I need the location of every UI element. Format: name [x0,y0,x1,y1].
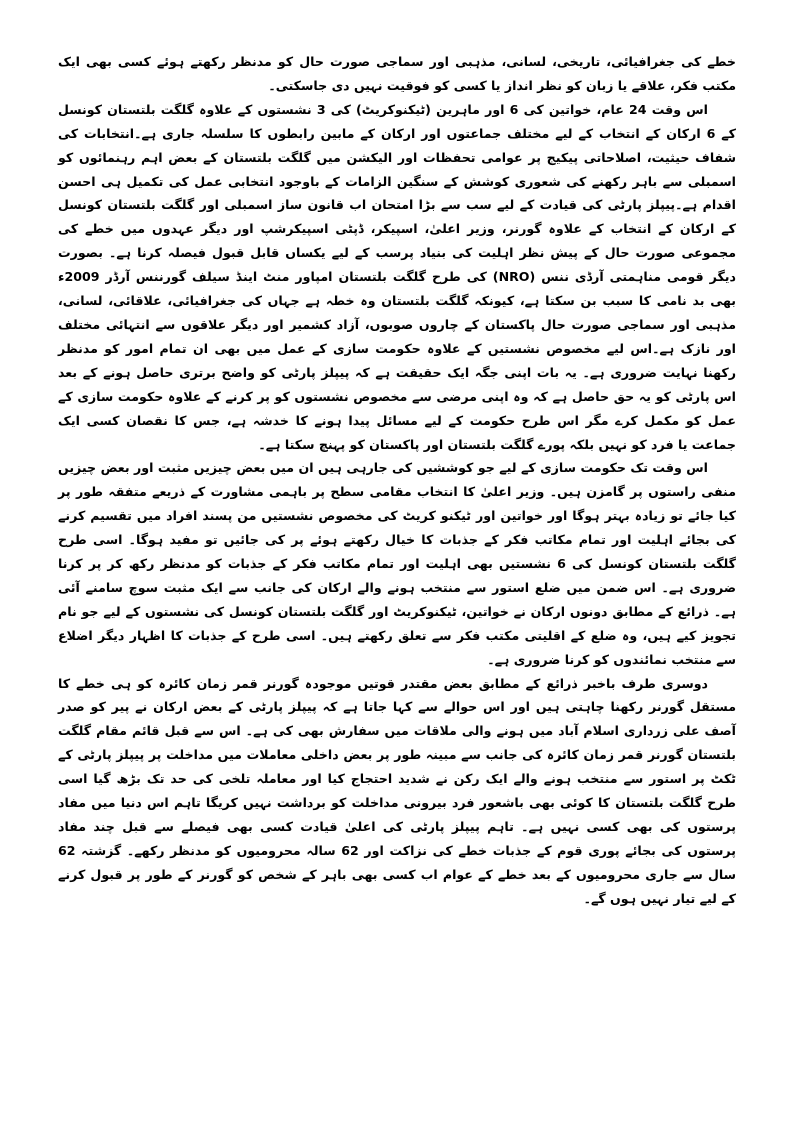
article-paragraph-opening: خطے کی جغرافیائی، تاریخی، لسانی، مذہبی اور سماجی صورت حال کو مدنظر رکھتے ہوئے کسی بھی ایک مکتب فکر، علاقے یا زبان کو نظر انداز یا کسی کو فوقیت نہیں دی جاسکتی۔ [58,54,736,93]
article-paragraph-governor: دوسری طرف باخبر ذرائع کے مطابق بعض مقتدر قوتیں موجودہ گورنر قمر زمان کائرہ کو ہی خطے کا مستقل گورنر رکھنا چاہتی ہیں اور اس حوالے سے کہا جاتا ہے کہ پیپلز پارٹی کے بعض ارکان نے پیر کو صدر آصف علی زرداری اسلام آباد میں ہونے والی ملاقات میں سفارش بھی کی ہے۔ اس سے قبل قائم مقام گلگت بلتستان گورنر قمر زمان کائرہ کی جانب سے مبینہ طور پر بعض داخلی معاملات میں مداخلت پر پیپلز پارٹی کے ٹکٹ پر استور سے منتخب ہونے والے ایک رکن نے شدید احتجاج کیا اور معاملہ تلخی کی حد تک بڑھ گیا اسی طرح گلگت بلتستان کا کوئی بھی باشعور فرد بیرونی مداخلت کو برداشت نہیں کریگا تاہم اس دنیا میں مفاد پرستوں کی بھی کسی نہیں ہے۔ تاہم پیپلز پارٹی کی اعلیٰ قیادت کسی بھی فیصلے سے قبل چند مفاد پرستوں کی بجائے پوری قوم کے جذبات خطے کی نزاکت اور 62 سالہ محرومیوں کو مدنظر رکھے۔ گزشتہ 62 سال سے جاری محرومیوں کے بعد خطے کے عوام اب کسی بھی باہر کے شخص کو گورنر کے طور پر قبول کرنے کے لیے تیار نہیں ہوں گے۔ [58,675,736,906]
article-paragraph-government-formation: اس وقت تک حکومت سازی کے لیے جو کوششیں کی جارہی ہیں ان میں بعض چیزیں مثبت اور بعض چیزیں منفی راستوں پر گامزن ہیں۔ وزیر اعلیٰ کا انتخاب مقامی سطح پر باہمی مشاورت کے ذریعے متفقہ طور پر کیا جائے تو زیادہ بہتر ہوگا اور خواتین اور ٹیکنو کریٹ کی مخصوص نشستیں من پسند افراد میں تقسیم کرنے کی بجائے اہلیت اور تمام مکاتب فکر کے جذبات کا خیال رکھتے ہوئے پر کی جائیں تو مفید ہوگا۔ اسی طرح گلگت بلتستان کونسل کی 6 نشستیں بھی اہلیت اور تمام مکاتب فکر کے جذبات کو مدنظر رکھ کر پر کرنا ضروری ہے۔ اس ضمن میں ضلع استور سے منتخب ہونے والے ارکان کی جانب سے ایک مثبت سوچ سامنے آئی ہے۔ ذرائع کے مطابق دونوں ارکان نے خواتین، ٹیکنوکریٹ اور گلگت بلتستان کونسل کی نشستوں کے لیے جو نام تجویز کیے ہیں، وہ ضلع کے اقلیتی مکتب فکر سے تعلق رکھتے ہیں۔ اسی طرح کے جذبات کا اظہار دیگر اضلاع سے منتخب نمائندوں کو کرنا ضروری ہے۔ [58,460,736,667]
urdu-article-page [58,50,736,911]
article-paragraph-elections: اس وقت 24 عام، خواتین کی 6 اور ماہرین (ٹیکنوکریٹ) کی 3 نشستوں کے علاوہ گلگت بلتستان کونسل کے 6 ارکان کے انتخاب کے لیے مختلف جماعتوں اور ارکان کے مابین رابطوں کا سلسلہ جاری ہے۔انتخابات کی شفاف حیثیت، اصلاحاتی پیکیج پر عوامی تحفظات اور الیکشن میں گلگت بلتستان کے بعض اہم رہنمائوں کو اسمبلی سے باہر رکھنے کی شعوری کوشش کے سنگین الزامات کے باوجود انتخابی عمل کی تکمیل ہی احسن اقدام ہے۔پیپلز پارٹی کی قیادت کے لیے سب سے بڑا امتحان اب قانون ساز اسمبلی اور گلگت بلتستان کونسل کے ارکان کے انتخاب کے علاوہ گورنر، وزیر اعلیٰ، اسپیکر، ڈپٹی اسپیکرشپ اور دیگر عہدوں میں خطے کی مجموعی صورت حال کے پیش نظر اہلیت کی بنیاد پرسب کے لیے یکساں قابل قبول فیصلہ کرنا ہے۔ بصورت دیگر قومی مناہمتی آرڈی ننس (NRO) کی طرح گلگت بلتستان امپاور منٹ اینڈ سیلف گورننس آرڈر 2009ء بھی بد نامی کا سبب بن سکتا ہے، کیونکہ گلگت بلتستان وہ خطہ ہے جہاں کی جغرافیائی، علاقائی، لسانی، مذہبی اور سماجی صورت حال پاکستان کے چاروں صوبوں، آزاد کشمیر اور دیگر علاقوں سے انتہائی مختلف اور نازک ہے۔اس لیے مخصوص نشستیں کے علاوہ حکومت سازی کے عمل میں بھی ان تمام امور کو مدنظر رکھنا نہایت ضروری ہے۔ یہ بات اپنی جگہ ایک حقیقت ہے کہ پیپلز پارٹی کو واضح برتری حاصل ہونے کے بعد اس پارٹی کو یہ حق حاصل ہے کہ وہ اپنی مرضی سے مخصوص نشستوں کو پر کرنے کے علاوہ حکومت سازی کے عمل کو مکمل کرے مگر اس طرح حکومت کے لیے مسائل پیدا ہونے کا خدشہ ہے، جس کا نقصان کسی ایک جماعت یا فرد کو نہیں بلکہ پورے گلگت بلتستان اور پاکستان کو پہنچ سکتا ہے۔ [58,101,736,452]
